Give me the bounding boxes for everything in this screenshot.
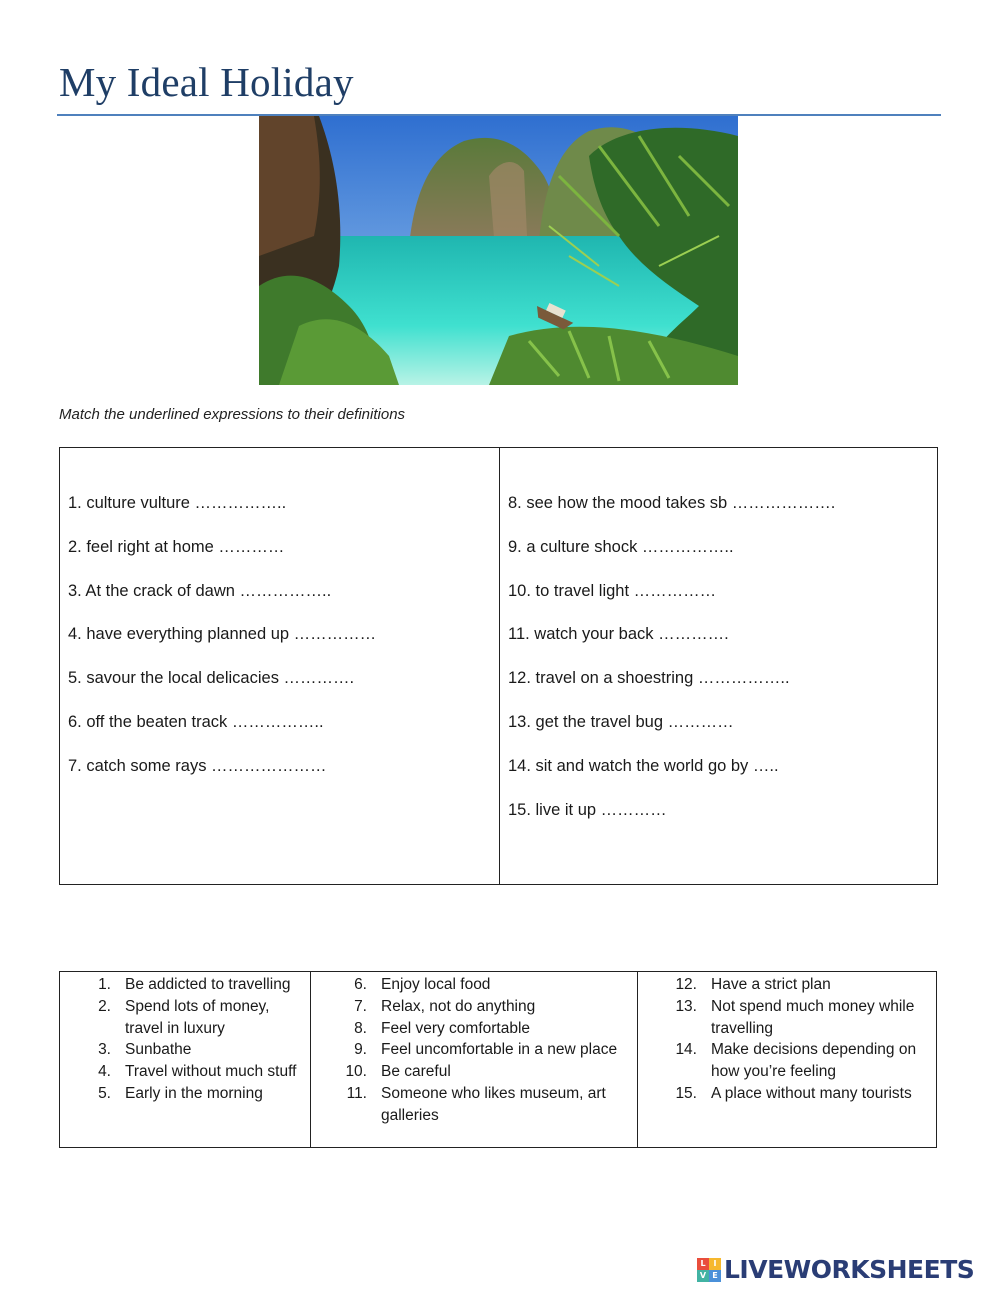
- brand-name: LIVEWORKSHEETS: [724, 1255, 975, 1284]
- definition-text: Relax, not do anything: [381, 997, 536, 1015]
- definition-item: [60, 974, 310, 996]
- definition-number: 8.: [354, 1019, 367, 1037]
- definition-text: Early in the morning: [125, 1084, 263, 1102]
- definitions-column-1: [60, 972, 311, 1147]
- definition-item: [311, 996, 637, 1018]
- logo-letter: L: [697, 1258, 709, 1270]
- definition-text: Someone who likes museum, art galleries: [381, 1084, 606, 1124]
- holiday-photo: [259, 116, 738, 385]
- definition-text: Travel without much stuff: [125, 1063, 297, 1081]
- definition-text: Not spend much money while travelling: [711, 997, 915, 1037]
- expression-item: 7. catch some rays …………………: [68, 756, 327, 775]
- definition-text: Feel uncomfortable in a new place: [381, 1041, 618, 1059]
- definition-number: 10.: [345, 1063, 367, 1081]
- liveworksheets-logo-icon: [697, 1258, 721, 1282]
- logo-letter: I: [709, 1258, 721, 1270]
- definition-number: 3.: [98, 1041, 111, 1059]
- definition-item: [638, 974, 936, 996]
- page-title: My Ideal Holiday: [59, 59, 354, 105]
- definition-text: Be careful: [381, 1063, 451, 1081]
- expression-item: 14. sit and watch the world go by …..: [508, 756, 779, 775]
- definition-number: 5.: [98, 1084, 111, 1102]
- definition-item: [311, 1061, 637, 1083]
- expression-item: 5. savour the local delicacies ………….: [68, 669, 355, 688]
- definitions-column-3: [638, 972, 936, 1147]
- logo-letter: V: [697, 1270, 709, 1282]
- definition-item: [60, 996, 310, 1040]
- definition-number: 9.: [354, 1041, 367, 1059]
- liveworksheets-brand[interactable]: [697, 1255, 974, 1284]
- definition-number: 13.: [675, 997, 697, 1015]
- definition-text: Be addicted to travelling: [125, 976, 291, 993]
- expression-item: 11. watch your back ………….: [508, 625, 729, 644]
- definition-item: [60, 1083, 310, 1105]
- definition-text: A place without many tourists: [711, 1084, 912, 1102]
- definition-number: 14.: [675, 1041, 697, 1059]
- definition-number: 11.: [346, 1084, 367, 1102]
- expression-item: 15. live it up …………: [508, 800, 667, 819]
- definition-number: 4.: [98, 1063, 111, 1081]
- logo-letter: E: [709, 1270, 721, 1282]
- definition-item: [638, 1083, 936, 1105]
- definition-text: Have a strict plan: [711, 976, 831, 993]
- definition-item: [60, 1061, 310, 1083]
- expressions-column-right: [500, 448, 937, 884]
- expression-item: 3. At the crack of dawn ……………..: [68, 581, 332, 600]
- expression-item: 10. to travel light ……………: [508, 581, 717, 600]
- definition-item: [311, 974, 637, 996]
- expression-item: 1. culture vulture ……………..: [68, 494, 287, 512]
- definition-number: 7.: [354, 997, 367, 1015]
- definition-number: 12.: [675, 976, 697, 993]
- definition-item: [638, 1039, 936, 1083]
- expression-item: 6. off the beaten track ……………..: [68, 712, 324, 731]
- expression-item: 12. travel on a shoestring ……………..: [508, 669, 790, 688]
- definition-number: 6.: [354, 976, 367, 993]
- definition-item: [60, 1039, 310, 1061]
- definitions-column-2: [311, 972, 638, 1147]
- definition-text: Spend lots of money, travel in luxury: [125, 997, 270, 1037]
- expression-item: 4. have everything planned up ……………: [68, 625, 377, 644]
- definition-item: [311, 1039, 637, 1061]
- expressions-table: [59, 447, 938, 885]
- definitions-table: [59, 971, 937, 1148]
- definition-number: 1.: [98, 976, 111, 993]
- instruction-text: Match the underlined expressions to their definitions: [59, 406, 406, 423]
- definition-text: Sunbathe: [125, 1041, 192, 1059]
- definition-text: Make decisions depending on how you’re feeling: [711, 1041, 917, 1081]
- expression-item: 2. feel right at home …………: [68, 537, 285, 556]
- definition-item: [638, 996, 936, 1040]
- definition-item: [311, 1018, 637, 1040]
- expression-item: 9. a culture shock ……………..: [508, 537, 734, 556]
- expression-item: 8. see how the mood takes sb ……………….: [508, 494, 836, 512]
- definition-text: Feel very comfortable: [381, 1019, 531, 1037]
- definition-text: Enjoy local food: [381, 976, 491, 993]
- definition-number: 15.: [675, 1084, 697, 1102]
- expression-item: 13. get the travel bug …………: [508, 712, 734, 731]
- expressions-column-left: [60, 448, 500, 884]
- definition-item: [311, 1083, 637, 1127]
- definition-number: 2.: [98, 997, 111, 1015]
